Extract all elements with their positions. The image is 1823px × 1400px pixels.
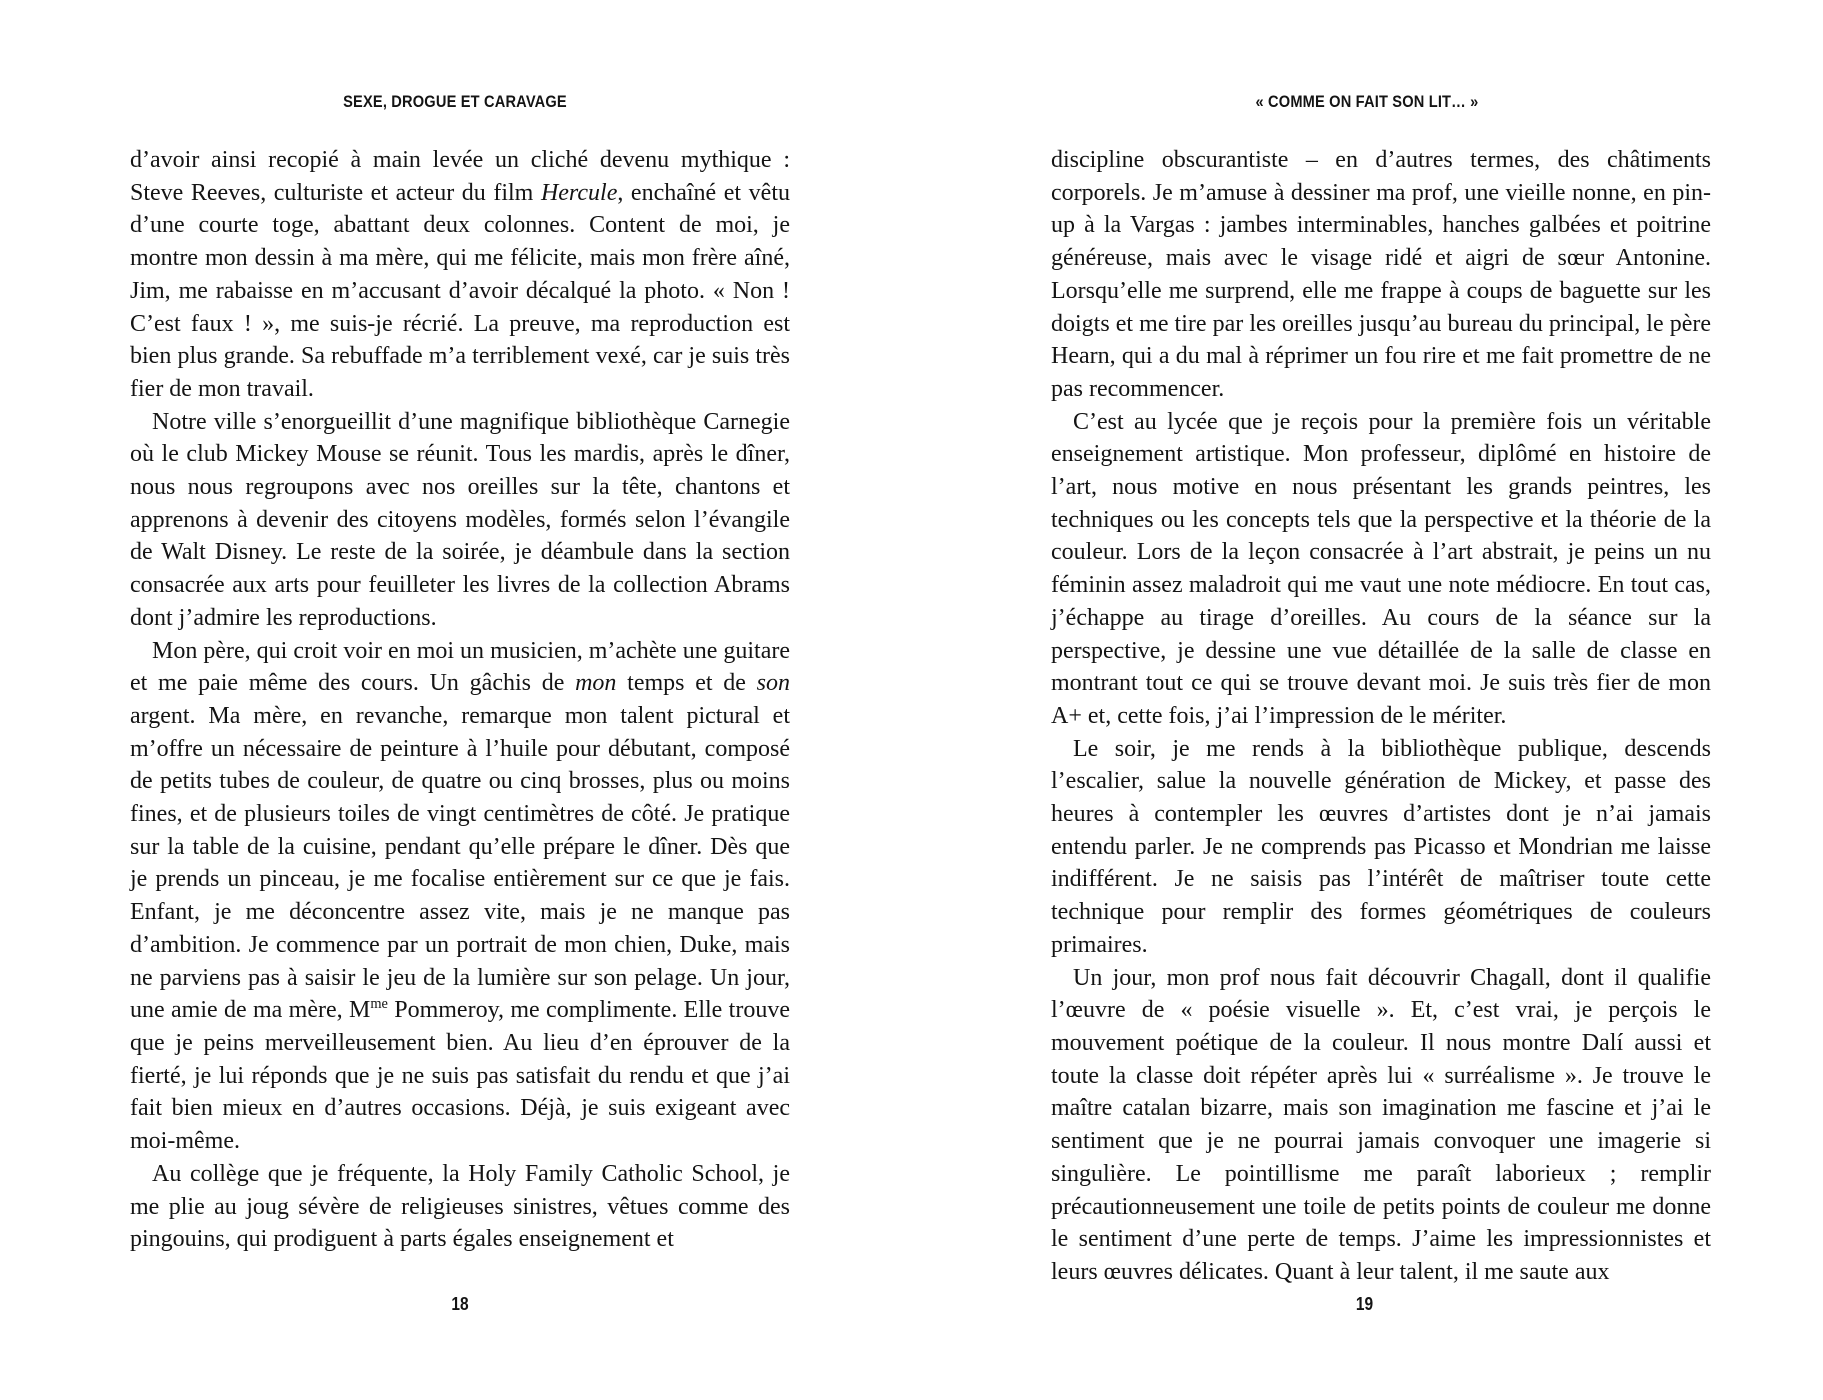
- superscript-text: me: [370, 996, 388, 1013]
- running-head: SEXE, DROGUE ET CARAVAGE: [343, 92, 567, 111]
- text-run: Le soir, je me rends à la bibliothèque publique, descends l’escalier, salue la nouvelle génération de Mickey, et passe des heures à contempler les œuvres d’artistes dont je n’ai jamais entendu parler. Je ne comprends pas Picasso et Mondrian me laisse indifférent. Je ne saisis pas l’intérêt de maîtriser toute cette technique pour remplir des formes géométriques de couleurs primaires.: [1051, 735, 1711, 958]
- paragraph: [1051, 144, 1711, 406]
- text-run: Pommeroy, me complimente. Elle trouve que je peins merveilleusement bien. Au lieu d’en éprouver de la fierté, je lui réponds que je ne suis pas satisfait du rendu et que j’ai fait bien mieux en d’autres occasions. Déjà, je suis exigeant avec moi-même.: [130, 997, 790, 1155]
- running-head: « COMME ON FAIT SON LIT… »: [1255, 92, 1479, 111]
- text-run: , enchaîné et vêtu d’une courte toge, abattant deux colonnes. Content de moi, je montre mon dessin à ma mère, qui me félicite, mais mon frère aîné, Jim, me rabaisse en m’accusant d’avoir décalqué la photo. « Non ! C’est faux ! », me suis-je récrié. La preuve, ma reproduction est bien plus grande. Sa rebuffade m’a terriblement vexé, car je suis très fier de mon travail.: [130, 179, 791, 402]
- paragraph: [130, 144, 790, 406]
- paragraph: [130, 635, 790, 1158]
- paragraph: [1051, 733, 1711, 962]
- paragraph: [130, 1158, 790, 1256]
- page-number: 19: [1355, 1294, 1374, 1314]
- page-number: 18: [451, 1294, 469, 1314]
- body-text: [130, 144, 790, 1256]
- italic-text: son: [756, 670, 790, 697]
- body-text: [1051, 144, 1711, 1289]
- text-run: Mon père, qui croit voir en moi un musicien, m’achète une guitare et me paie même des cours. Un gâchis de: [130, 637, 790, 697]
- paragraph: [1051, 406, 1711, 733]
- left-page: [0, 0, 911, 1400]
- text-run: d’avoir ainsi recopié à main levée un cliché devenu mythique : Steve Reeves, culturiste et acteur du film: [130, 147, 790, 206]
- text-run: discipline obscurantiste – en d’autres termes, des châtiments corporels. Je m’amuse à dessiner ma prof, une vieille nonne, en pin-up à la Vargas : jambes interminables, hanches galbées et poitrine généreuse, mais avec le visage ridé et aigri de sœur Antonine. Lorsqu’elle me surprend, elle me frappe à coups de baguette sur les doigts et me tire par les oreilles jusqu’au bureau du principal, le père Hearn, qui a du mal à réprimer un fou rire et me fait promettre de ne pas recommencer.: [1051, 147, 1711, 402]
- text-run: Au collège que je fréquente, la Holy Family Catholic School, je me plie au joug sévère de religieuses sinistres, vêtues comme des pingouins, qui prodiguent à parts égales enseignement et: [130, 1160, 790, 1253]
- paragraph: [1051, 962, 1711, 1289]
- text-run: Un jour, mon prof nous fait découvrir Chagall, dont il qualifie l’œuvre de « poésie visuelle ». Et, c’est vrai, je perçois le mouvement poétique de la couleur. Il nous montre Dalí aussi et toute la classe doit répéter après lui « surréalisme ». Je trouve le maître catalan bizarre, mais son imagination me fascine et j’ai le sentiment que je ne pourrai jamais convoquer une imagerie si singulière. Le pointillisme me paraît laborieux ; remplir précautionneusement une toile de petits points de couleur me donne le sentiment d’une perte de temps. J’aime les impressionnistes et leurs œuvres délicates. Quant à leur talent, il me saute aux: [1051, 964, 1711, 1285]
- right-page: [912, 0, 1823, 1400]
- text-run: argent. Ma mère, en revanche, remarque mon talent pictural et m’offre un nécessaire de peinture à l’huile pour débutant, composé de petits tubes de couleur, de quatre ou cinq brosses, plus ou moins fines, et de plusieurs toiles de vingt centimètres de côté. Je pratique sur la table de la cuisine, pendant qu’elle prépare le dîner. Dès que je prends un pinceau, je me focalise entièrement sur ce que je fais. Enfant, je me déconcentre assez vite, mais je ne manque pas d’ambition. Je commence par un portrait de mon chien, Duke, mais ne parviens pas à saisir le jeu de la lumière sur son pelage. Un jour, une amie de ma mère, M: [130, 702, 790, 1024]
- italic-text: mon: [575, 670, 617, 697]
- italic-text: Hercule: [540, 179, 618, 206]
- text-run: temps et de: [616, 670, 757, 697]
- paragraph: [130, 406, 790, 635]
- text-run: C’est au lycée que je reçois pour la première fois un véritable enseignement artistique. Mon professeur, diplômé en histoire de l’art, nous motive en nous présentant les grands peintres, les techniques ou les concepts tels que la perspective et la théorie de la couleur. Lors de la leçon consacrée à l’art abstrait, je peins un nu féminin assez maladroit qui me vaut une note médiocre. En tout cas, j’échappe au tirage d’oreilles. Au cours de la séance sur la perspective, je dessine une vue détaillée de la salle de classe en montrant tout ce qui se trouve devant moi. Je suis très fier de mon A+ et, cette fois, j’ai l’impression de le mériter.: [1051, 408, 1711, 729]
- text-run: Notre ville s’enorgueillit d’une magnifique bibliothèque Carnegie où le club Mickey Mouse se réunit. Tous les mardis, après le dîner, nous nous regroupons avec nos oreilles sur la tête, chantons et apprenons à devenir des citoyens modèles, formés selon l’évangile de Walt Disney. Le reste de la soirée, je déambule dans la section consacrée aux arts pour feuilleter les livres de la collection Abrams dont j’admire les reproductions.: [130, 408, 790, 631]
